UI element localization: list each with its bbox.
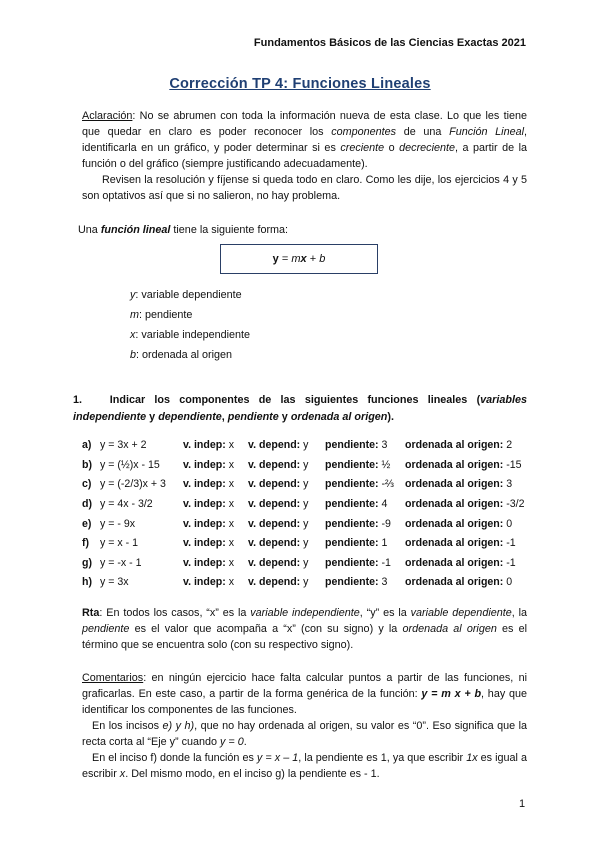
clarification-note: Revisen la resolución y fíjense si queda todo en claro. Como les dije, los ejercicios 4 y 5 son optativos así que si no salieron, no hay problema. — [82, 174, 527, 202]
component-item: m: pendiente — [130, 309, 193, 321]
component-item: x: variable independiente — [130, 329, 251, 341]
exercise-1-statement: 1. Indicar los componentes de las siguientes funciones lineales (variables independiente y dependiente, pendiente y ordenada al origen). — [73, 394, 527, 423]
document-header: Fundamentos Básicos de las Ciencias Exactas 2021 — [253, 37, 526, 49]
page-number: 1 — [519, 798, 526, 810]
comments-paragraph: Comentarios: en ningún ejercicio hace falta calcular puntos a partir de las funciones, ni graficarlas. En este caso, a partir de la forma genérica de la función: y = m x + b, hay que identificar los componentes de las funciones. En los incisos e) y h), que no hay ordenada al origen, su valor es “0”. Eso significa que la recta corta al “Eje y” cuando y = 0. En el inciso f) donde la función es y = x – 1, la pendiente es 1, ya que escribir 1x es igual a escribir x. Del mismo modo, en el inciso g) la pendiente es - 1. — [82, 672, 528, 780]
component-item: y: variable dependiente — [130, 289, 242, 301]
table-row: g) y = -x - 1 v. indep: x v. depend: y pendiente: -1 ordenada al origen: -1 — [82, 557, 516, 569]
table-row: h) y = 3x v. indep: x v. depend: y pendiente: 3 ordenada al origen: 0 — [82, 576, 513, 588]
linear-function-formula: y = mx + b — [220, 244, 378, 274]
table-row: f) y = x - 1 v. indep: x v. depend: y pendiente: 1 ordenada al origen: -1 — [82, 537, 516, 549]
table-row: d) y = 4x - 3/2 v. indep: x v. depend: y pendiente: 4 ordenada al origen: -3/2 — [82, 498, 525, 510]
clarification-label: Aclaración — [82, 110, 133, 122]
answer-label: Rta — [82, 607, 100, 619]
comments-label: Comentarios — [82, 672, 144, 684]
clarification-paragraph: Aclaración: No se abrumen con toda la información nueva de esta clase. Lo que les tiene que quedar en claro es poder reconocer los componentes de una Función Lineal, identificarla en un gráfico, y poder determinar si es creciente o decreciente, a partir de la función o del gráfico (siempre justificando adecuadamente). Revisen la resolución y fíjense si queda todo en claro. Como les dije, los ejercicios 4 y 5 son optativos así que si no salieron, no hay problema. — [82, 110, 527, 202]
component-item: b: ordenada al origen — [130, 349, 233, 361]
table-row: c) y = (-2/3)x + 3 v. indep: x v. depend: y pendiente: -⅔ ordenada al origen: 3 — [82, 478, 513, 490]
table-row: a) y = 3x + 2 v. indep: x v. depend: y pendiente: 3 ordenada al origen: 2 — [82, 439, 513, 451]
table-row: e) y = - 9x v. indep: x v. depend: y pendiente: -9 ordenada al origen: 0 — [82, 518, 513, 530]
answer-paragraph: Rta: En todos los casos, “x” es la variable independiente, “y” es la variable dependiente, la pendiente es el valor que acompaña a “x” (con su signo) y la ordenada al origen es el término que se encuentra solo (con su respectivo signo). — [82, 607, 528, 651]
table-row: b) y = (½)x - 15 v. indep: x v. depend: y pendiente: ½ ordenada al origen: -15 — [82, 459, 522, 471]
linear-function-intro: Una función lineal tiene la siguiente forma: — [78, 224, 289, 236]
page-title: Corrección TP 4: Funciones Lineales — [169, 76, 431, 92]
